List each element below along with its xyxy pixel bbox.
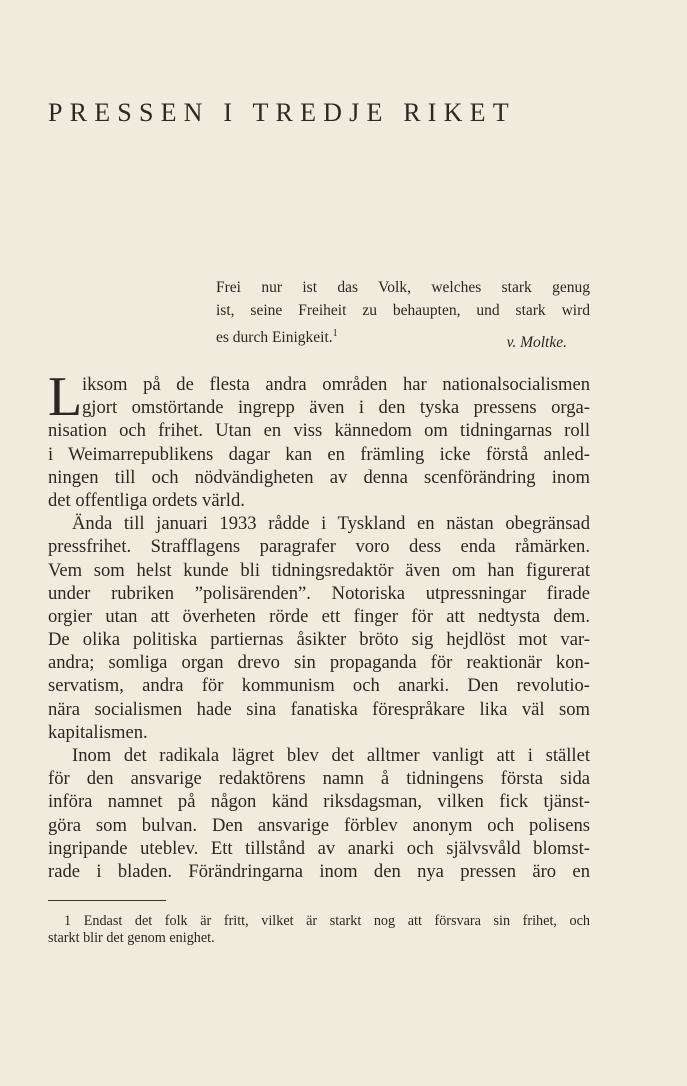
epigraph-attribution: v. Moltke.: [506, 334, 567, 351]
body-line: göra som bulvan. Den ansvarige förblev anonym och polisens: [48, 814, 590, 836]
chapter-title: PRESSEN I TREDJE RIKET: [48, 98, 516, 127]
footnote: [48, 913, 590, 947]
body-line: nära socialismen hade sina fanatiska förespråkare lika väl som: [48, 698, 590, 720]
body-line: det offentliga ordets värld.: [48, 489, 245, 511]
body-line: kapitalismen.: [48, 721, 148, 743]
drop-cap: L: [48, 366, 83, 428]
body-line: Inom det radikala lägret blev det alltmer vanligt att i stället: [72, 745, 590, 766]
epigraph-line-text: es durch Einigkeit.: [216, 329, 333, 347]
footnote-line: starkt blir det genom enighet.: [48, 930, 215, 946]
body-line: ingripande uteblev. Ett tillstånd av anarki och självsvåld blomst-: [48, 837, 590, 859]
body-line: pressfrihet. Strafflagens paragrafer voro dess enda råmärken.: [48, 536, 590, 558]
body-line: nisation och frihet. Utan en viss kännedom om tidningarnas roll: [48, 420, 590, 442]
body-line: under rubriken ”polisärenden”. Notoriska utpressningar firade: [48, 582, 590, 604]
body-text: [48, 366, 590, 883]
footnote-separator: [48, 900, 166, 901]
body-line: rade i bladen. Förändringarna inom den nya pressen äro en: [48, 860, 590, 882]
footnote-line: [48, 913, 590, 930]
body-line: De olika politiska partiernas åsikter bröto sig hejdlöst mot var-: [48, 629, 590, 651]
epigraph-line: ist, seine Freiheit zu behaupten, und stark wird: [216, 302, 590, 320]
body-line: servatism, andra för kommunism och anarki. Den revolutio-: [48, 675, 590, 697]
body-line: iksom på de flesta andra områden har nationalsocialismen: [82, 374, 590, 395]
body-line: Ända till januari 1933 rådde i Tyskland en nästan obegränsad: [72, 513, 590, 535]
body-line: i Weimarrepublikens dagar kan en främling icke förstå anled-: [48, 443, 590, 465]
body-line: andra; somliga organ drevo sin propaganda för reaktionär kon-: [48, 652, 590, 674]
footnote-reference: 1: [332, 328, 338, 340]
epigraph-line: Frei nur ist das Volk, welches stark genug: [216, 279, 590, 296]
footnote-line-text: Endast det folk är fritt, vilket är starkt nog att försvara sin frihet, och: [83, 913, 591, 929]
body-line: för den ansvarige redaktörens namn å tidningens första sida: [48, 768, 590, 790]
body-line: ningen till och nödvändigheten av denna scenförändring inom: [48, 466, 590, 488]
body-line: orgier utan att överheten rörde ett finger för att nedtysta dem.: [48, 605, 590, 627]
body-line: Vem som helst kunde bli tidningsredaktör även om han figurerat: [48, 559, 590, 581]
body-line: gjort omstörtande ingrepp även i den tyska pressens orga-: [82, 397, 590, 419]
footnote-marker: 1: [64, 913, 72, 929]
body-line: införa namnet på någon känd riksdagsman, vilken fick tjänst-: [48, 791, 590, 813]
